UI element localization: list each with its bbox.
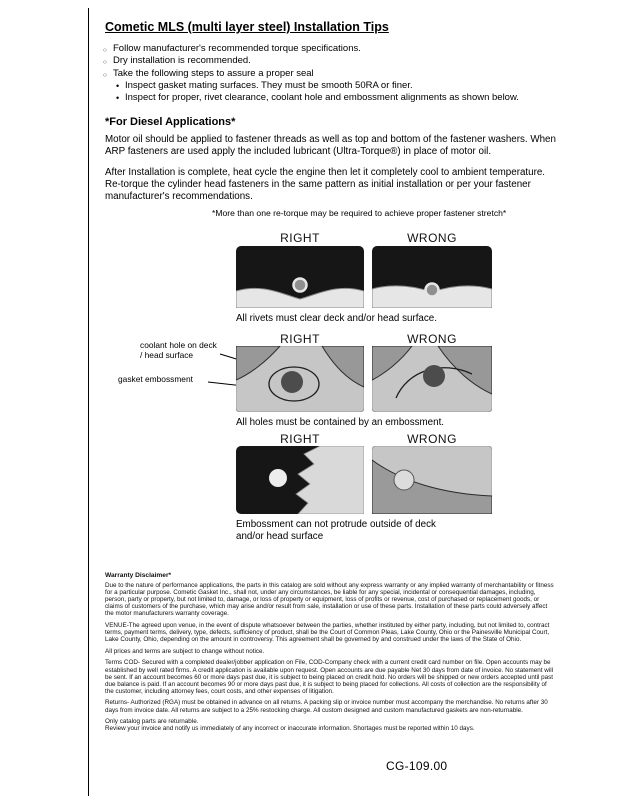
disclaimer-paragraph: Only catalog parts are returnable.	[105, 718, 199, 726]
diesel-applications-heading: *For Diesel Applications*	[105, 116, 236, 128]
disclaimer-paragraph: VENUE-The agreed upon venue, in the event of dispute whatsoever between the parties, whether instituted by either party, including, but not limited to, contract terms, payment terms, delivery, type, defects, sufficiency of product, shall be the Court of Common Pleas, Lake County, Ohio or the Painesville Municipal Court, Lake County, Ohio, depending on the amount in controversy. This agreement shall be governed by and construed under the laws of the State of Ohio.	[105, 622, 550, 644]
embossment-right-diagram	[236, 446, 364, 514]
embossment-hole	[394, 470, 414, 490]
retorque-note: *More than one re-torque may be required to achieve proper fastener stretch*	[212, 208, 507, 218]
page-title: Cometic MLS (multi layer steel) Installation Tips	[105, 20, 389, 34]
rivet-clearance-right-diagram	[236, 246, 364, 308]
row3-caption: Embossment can not protrude outside of deck and/or head surface	[236, 519, 436, 542]
page-number: CG-109.00	[386, 759, 448, 773]
rivet-clearance-wrong-diagram	[372, 246, 492, 308]
diesel-paragraph-oil: Motor oil should be applied to fastener threads as well as top and bottom of the fastener washers. When ARP fasteners are used apply the included lubricant (Ultra-Torque®) in place of motor oil.	[105, 134, 556, 157]
embossment-hole	[269, 469, 287, 487]
disclaimer-heading: Warranty Disclaimer*	[105, 572, 172, 579]
diesel-paragraph-retorque: After Installation is complete, heat cycle the engine then let it completely cool to ambient temperature. Re-torque the cylinder head fasteners in the same pattern as initial installation or per your fastener manufacturer's recommendations.	[105, 167, 546, 202]
row1-wrong-header: WRONG	[407, 231, 457, 245]
coolant-hole	[423, 365, 445, 387]
disclaimer-paragraph: Due to the nature of performance applications, the parts in this catalog are sold without any express warranty or any implied warranty of merchantability or fitness for a particular purpose. Cometic Gasket Inc., shall not, under any circumstances, be liable for any special, incidental or consequential damages, including, person, party or property, but not limited to, damage, or loss of property or equipment, loss of profits or revenue, cost of purchased or replacement goods, or claims of customers of the purchase, which may arise and/or result from sale, installation or use of these parts. Installation of these parts could adversely affect the motor manufacturers warranty coverage.	[105, 582, 554, 618]
coolant-hole-label: coolant hole on deck / head surface	[140, 340, 217, 360]
disclaimer-paragraph: Returns- Authorized (RGA) must be obtained in advance on all returns. A packing slip or invoice number must accompany the merchandise. No returns after 30 days from invoice date. All returns are subject to a 25% restocking charge. All custom designed and custom manufactured gaskets are non-returnable.	[105, 699, 548, 714]
disclaimer-paragraph: Terms COD- Secured with a completed dealer/jobber application on File, COD-Company check with a current credit card number on file. Open accounts may be established by well rated firms. A credit application is available upon request. Open accounts are due payable Net 30 days from date of invoice. No statement will be sent. If an account becomes 60 or more days past due, it is subject to being placed on credit hold. No orders will be shipped or new orders accepted until past due balance is paid. If an account becomes 90 or more days past due, it is subject to being placed for collections. All costs of collection are the responsibility of the customer, including attorney fees, court costs, and other expenses of litigation.	[105, 659, 554, 695]
row2-wrong-header: WRONG	[407, 332, 457, 346]
row1-caption: All rivets must clear deck and/or head surface.	[236, 313, 437, 324]
rivet-icon	[294, 279, 307, 292]
left-margin-rule	[88, 8, 89, 796]
gasket-embossment-label: gasket embossment	[118, 374, 193, 384]
tip-item: ○ Follow manufacturer's recommended torque specifications.	[103, 43, 575, 55]
disclaimer-paragraph: All prices and terms are subject to change without notice.	[105, 647, 265, 655]
tip-item: ○ Take the following steps to assure a proper seal	[103, 68, 575, 80]
coolant-hole-right-diagram	[236, 346, 364, 412]
disclaimer-paragraph: Review your invoice and notify us immediately of any incorrect or inaccurate information. Shortages must be reported within 10 days.	[105, 725, 475, 733]
installation-tips-list	[103, 43, 575, 104]
coolant-hole	[281, 371, 303, 393]
warranty-disclaimer	[105, 572, 557, 737]
row3-right-header: RIGHT	[280, 432, 320, 446]
row2-caption: All holes must be contained by an embossment.	[236, 417, 445, 428]
coolant-hole-wrong-diagram	[372, 346, 492, 412]
tip-item: ○ Dry installation is recommended.	[103, 55, 575, 67]
row2-right-header: RIGHT	[280, 332, 320, 346]
tip-subitem: • Inspect for proper, rivet clearance, coolant hole and embossment alignments as shown below.	[103, 92, 575, 104]
rivet-icon	[426, 284, 439, 297]
embossment-wrong-diagram	[372, 446, 492, 514]
tip-subitem: • Inspect gasket mating surfaces. They must be smooth 50RA or finer.	[103, 80, 575, 92]
row3-wrong-header: WRONG	[407, 432, 457, 446]
row1-right-header: RIGHT	[280, 231, 320, 245]
